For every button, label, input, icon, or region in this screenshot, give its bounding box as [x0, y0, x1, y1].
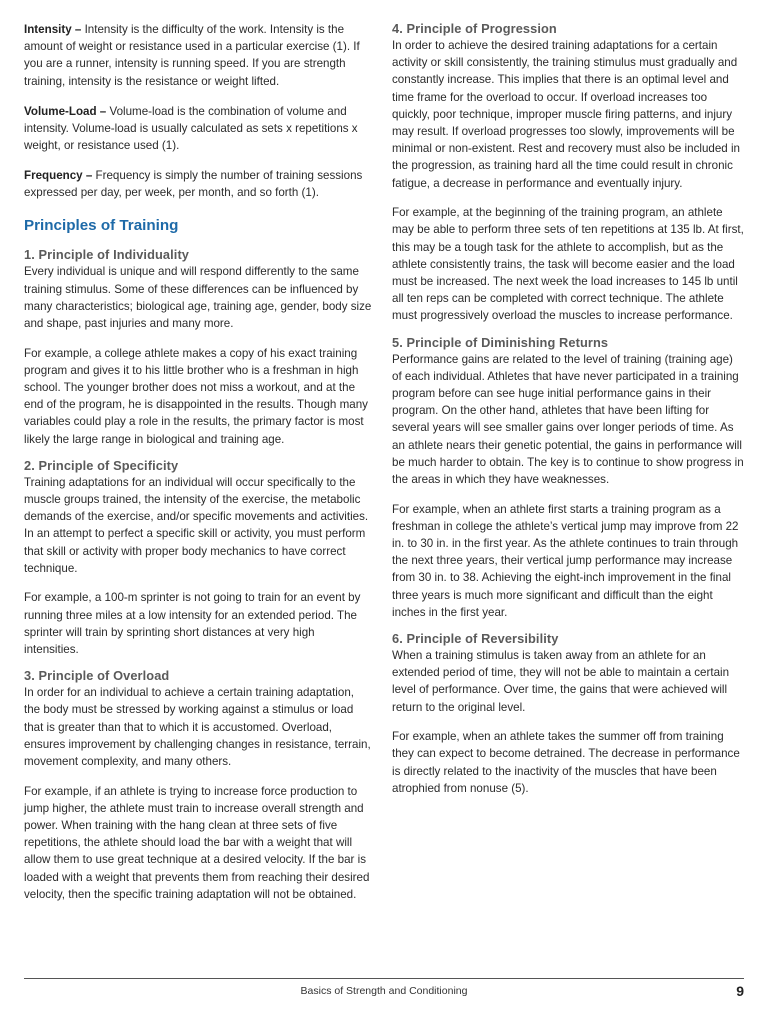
- footer-title: Basics of Strength and Conditioning: [300, 985, 468, 997]
- principle-paragraph: Training adaptations for an individual will occur specifically to the muscle groups trained, the intensity of the exercise, the metabolic demands of the exercise, and/or specific movements and activities. In an attempt to perfect a specific skill or activity, you must perform that skill or activity with proper body mechanics to have correct technique.: [24, 475, 369, 575]
- term-label: Intensity –: [24, 23, 82, 36]
- principle-diminishing-returns: [392, 335, 744, 621]
- definition-volume-load: [24, 103, 372, 155]
- section-title: Principles of Training: [24, 217, 179, 235]
- principle-paragraph: In order for an individual to achieve a certain training adaptation, the body must be stressed by working against a stimulus or load that is greater than that to which it is accustomed. Overload, ensures improvement by challenging changes in resistance, terrain, movement complexity, and many others.: [24, 686, 371, 769]
- principle-paragraph: Performance gains are related to the level of training (training age) of each individual. Athletes that have never participated in a training program before can see huge initial performance gains in their program. On the other hand, athletes that have been lifting for several years will see smaller gains over longer periods of time. As an athlete nears their genetic potential, the gains in performance will be much harder to obtain. The key is to continue to show progress in the areas in which they have weaknesses.: [392, 352, 744, 487]
- term-text: Volume-load is the combination of volume and intensity. Volume-load is usually calculated as sets x repetitions x weight, or resistance used (1).: [24, 104, 358, 153]
- principle-example: For example, when an athlete first starts a training program as a freshman in college the athlete’s vertical jump may improve from 22 in. to 30 in. in the first year. As the athlete continues to train through the next three years, their vertical jump performance may increase from 30 in. to 38. Achieving the eight-inch improvement in the final three years is much more significant and difficult than the eight inches in the first year.: [392, 502, 739, 619]
- principle-heading: 6. Principle of Reversibility: [392, 631, 559, 647]
- principle-overload: [24, 668, 372, 903]
- principle-heading: 1. Principle of Individuality: [24, 247, 190, 263]
- principle-paragraph: In order to achieve the desired training adaptations for a certain activity or skill consistently, the training stimulus must gradually and constantly increase. This implies that there is an optimal level and time frame for the overload to occur. If overload increases too quickly, poor technique, improper muscle firing patterns, and injury may result. If overload progresses too slowly, improvements will be minimal or non-existent. Rest and recovery must also be included in the progression, as training hard all the time could result in chronic fatigue, a decrease in performance and eventually injury.: [392, 39, 740, 190]
- principle-individuality: [24, 247, 372, 447]
- term-label: Volume-Load –: [24, 104, 107, 118]
- principle-example: For example, a 100-m sprinter is not going to train for an event by running three miles at a low intensity for an extended period. The sprinter will train by sprinting short distances at very high intensities.: [24, 591, 361, 657]
- page-number: 9: [736, 983, 744, 999]
- principle-progression: [392, 21, 744, 325]
- term-text: Intensity is the difficulty of the work. Intensity is the amount of weight or resistance used in a particular exercise (1). If you are a runner, intensity is running speed. If you are strength training, intensity is the resistance or weight lifted.: [24, 23, 360, 88]
- left-column: [24, 21, 372, 913]
- principle-paragraph: Every individual is unique and will respond differently to the same training stimulus. Some of these differences can be influenced by many characteristics; biological age, training age, gender, body size and shape, past injuries and many more.: [24, 265, 372, 331]
- principle-example: For example, a college athlete makes a copy of his exact training program and gives it to his little brother who is a freshman in high school. The younger brother does not miss a workout, and at the end of the program, he is disappointed in the results. Though many variables could play a role in the results, the primary factor is most likely the large range in biological and training age.: [24, 346, 368, 446]
- principle-heading: 2. Principle of Specificity: [24, 457, 179, 473]
- definition-frequency: [24, 167, 372, 201]
- principle-specificity: [24, 458, 372, 658]
- term-text: Frequency is simply the number of training sessions expressed per day, per week, per month, and so forth (1).: [24, 169, 363, 200]
- principle-heading: 4. Principle of Progression: [392, 21, 557, 36]
- principle-paragraph: When a training stimulus is taken away from an athlete for an extended period of time, they will not be able to maintain a certain level of performance. Over time, the gains that were achieved will return to the original level.: [392, 649, 730, 714]
- principle-heading: 3. Principle of Overload: [24, 668, 170, 684]
- principle-example: For example, if an athlete is trying to increase force production to jump higher, the athlete must train to increase overall strength and power. When training with the hang clean at three sets of five repetitions, the athlete should load the bar with a weight that will allow them to use great technique at a desired velocity. If the bar is loaded with a weight that prevents them from reaching their desired velocity, then the specific training adaptation will not be obtained.: [24, 784, 370, 901]
- term-label: Frequency –: [24, 169, 93, 183]
- principle-example: For example, at the beginning of the training program, an athlete may be able to perform three sets of ten repetitions at 135 lb. At first, this may be a tough task for the athlete to accomplish, but as the athlete consistently trains, the task will become easier and the load must be increased. The next week the load increases to 145 lb until all ten reps can be completed with correct technique. The athlete must progressively overload the muscles to increase performance.: [392, 206, 744, 323]
- principle-reversibility: [392, 631, 744, 797]
- right-column: [392, 21, 744, 807]
- principle-heading: 5. Principle of Diminishing Returns: [392, 334, 609, 350]
- footer-divider: [24, 978, 744, 979]
- principle-example: For example, when an athlete takes the summer off from training they can expect to become detrained. The decrease in performance is directly related to the inactivity of the muscles that have been atrophied from nonuse (5).: [392, 730, 740, 795]
- definition-intensity: [24, 21, 372, 90]
